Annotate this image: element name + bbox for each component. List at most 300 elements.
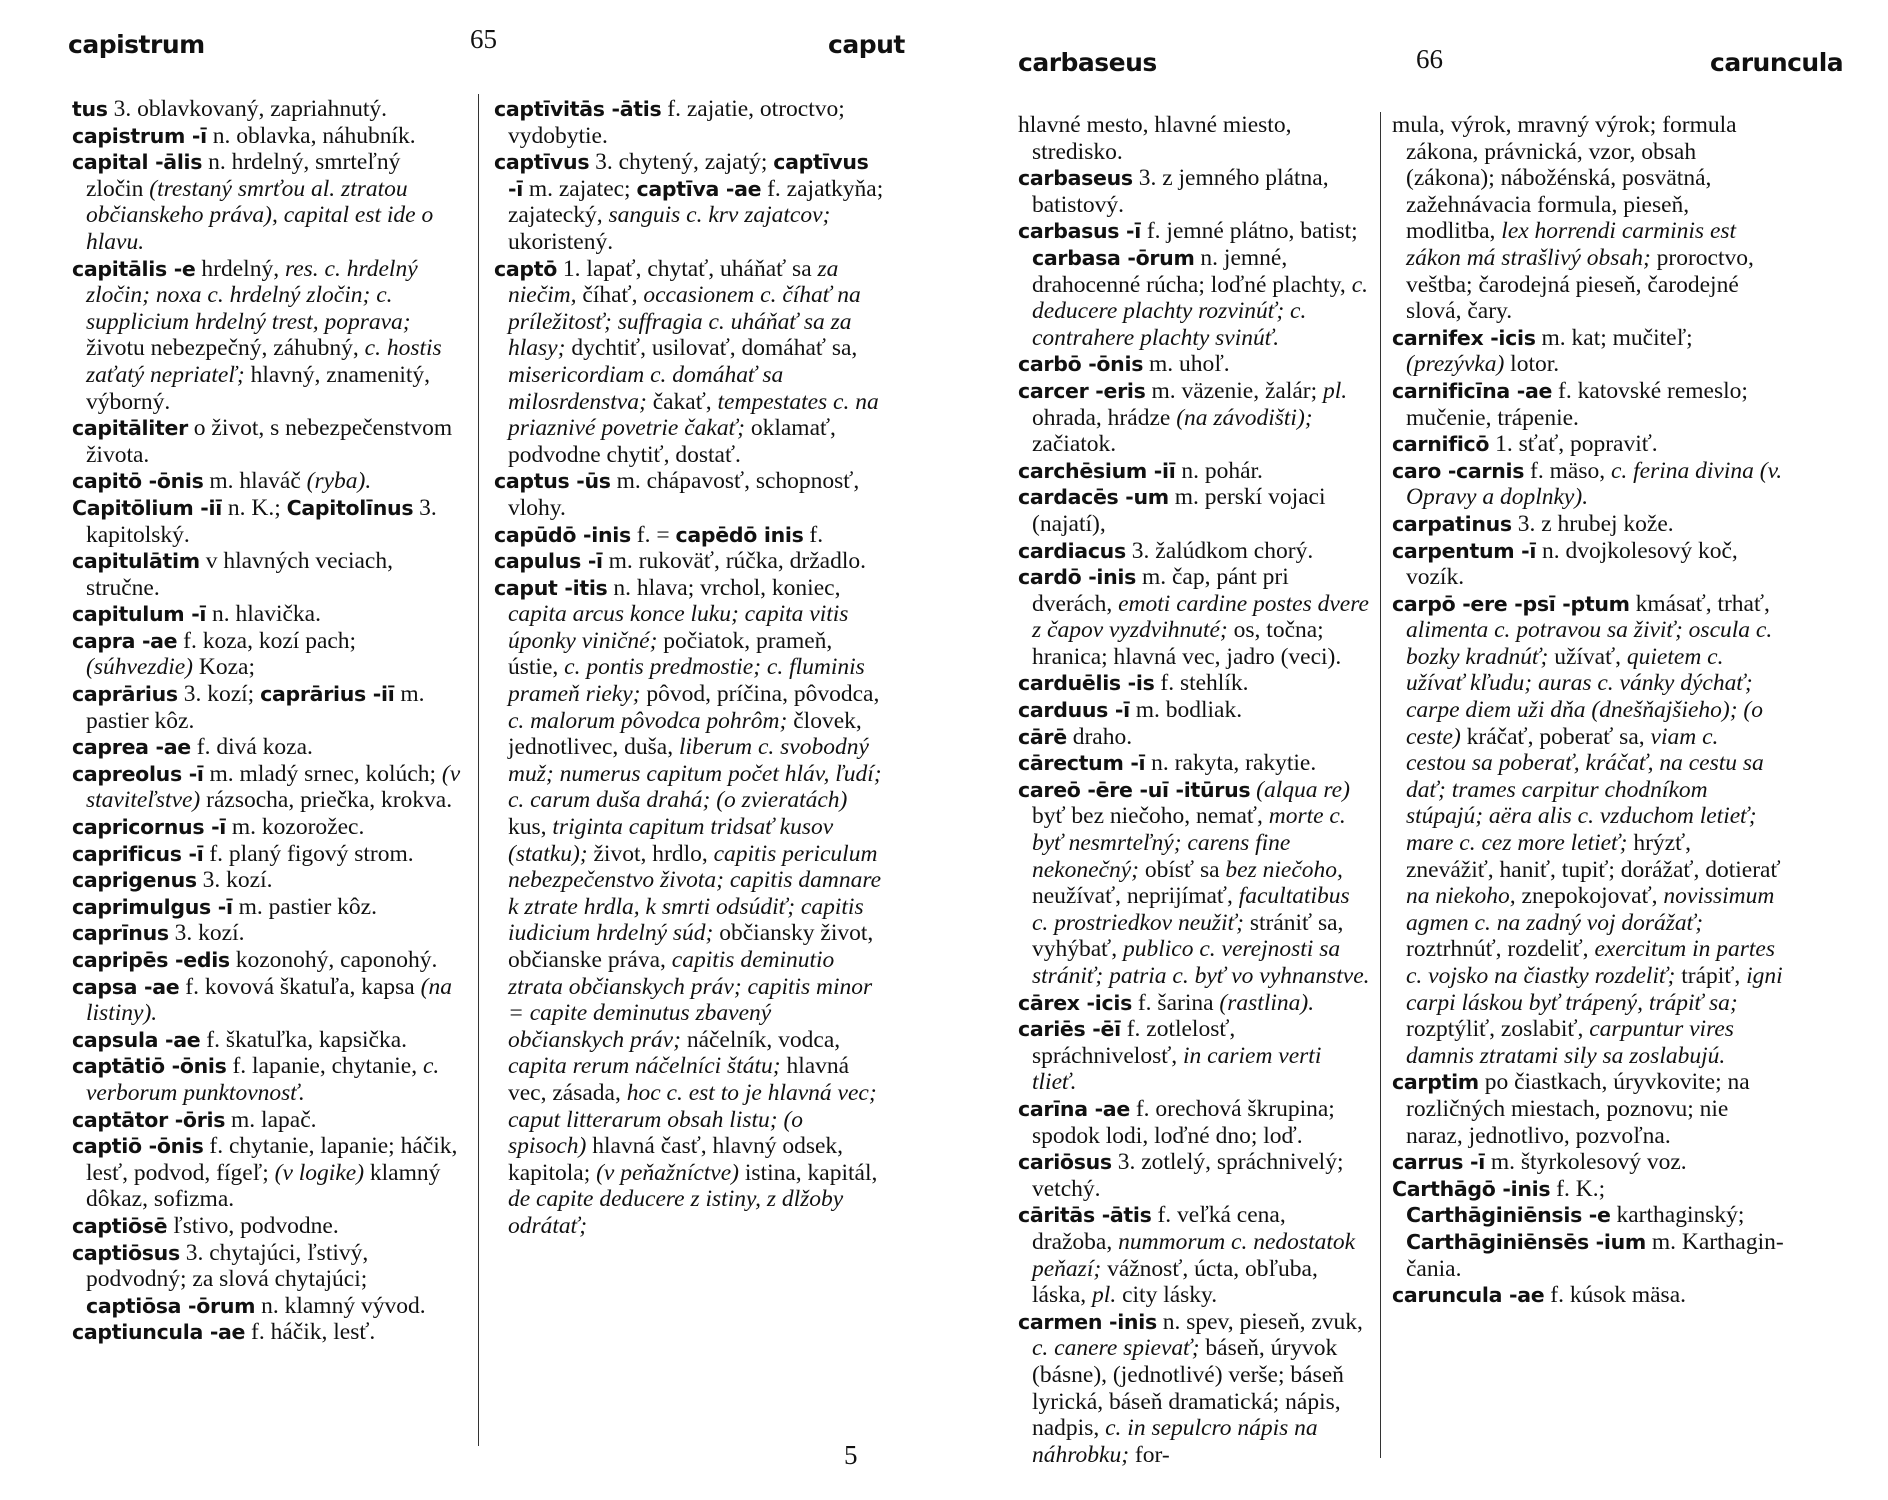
dictionary-entry (494, 96, 886, 149)
headword: carcer -eris (1018, 378, 1146, 403)
headword: captō (494, 256, 558, 281)
definition-text: lotor. (1504, 351, 1560, 378)
dictionary-entry (1018, 218, 1370, 351)
definition-text: trápiť, (1675, 963, 1747, 989)
headword: capitulātim (72, 549, 200, 574)
definition-text: mula, výrok, mravný výrok; formula zákona, právnická, vzor, obsah (zákona); nábožénská, posvätná, zažehnávacia formula, pieseň, modlitba, (1392, 112, 1737, 245)
dictionary-entry (72, 681, 462, 734)
dictionary-entry (72, 123, 462, 150)
dictionary-entry (72, 628, 462, 681)
definition-text: os, točna; hranica; hlavná vec, jadro (veci). (1032, 617, 1342, 670)
definition-text: život, hrdlo, (587, 840, 714, 867)
italic-gloss: lex horrendi carminis est zákon má strašlivý obsah; (1406, 218, 1737, 271)
definition-text: f. katovské remeslo; mučenie, trápenie. (1406, 377, 1748, 431)
dictionary-entry (1392, 112, 1784, 325)
headword: caro -carnis (1392, 458, 1525, 483)
definition-text: f. planý figový strom. (203, 840, 414, 867)
definition-text: f. kovová škatuľa, kapsa (179, 973, 421, 1000)
headword: cariēs -ēī (1018, 1017, 1121, 1042)
definition-text: obísť sa (1138, 856, 1226, 883)
headword: captīvus (494, 150, 590, 175)
dictionary-entry (1018, 1016, 1370, 1096)
definition-text: 1. sťať, popraviť. (1489, 431, 1658, 458)
italic-gloss: (v peňažníctve) (596, 1159, 739, 1186)
dictionary-entry (1018, 1309, 1370, 1469)
dictionary-entry (72, 548, 462, 601)
headword: captiōsa -ōrum (86, 1293, 256, 1318)
italic-gloss: igni carpi láskou byť trápený, trápiť sa; (1406, 963, 1783, 1016)
headword: caprārius (72, 682, 178, 707)
headword: carptim (1392, 1070, 1479, 1095)
definition-text: f. lapanie, chytanie, (226, 1053, 423, 1080)
definition-text: m. kozorožec. (226, 814, 365, 841)
dictionary-entry (1392, 1149, 1784, 1176)
italic-gloss: viam c. cestou sa poberať, kráčať, na cestu sa dať; trames carpitur chodníkom stúpajú; aëra alis c. vzduchom letieť; mare c. cez more letieť; (1406, 723, 1764, 857)
definition-text: 3. chytajúci, ľstivý, podvodný; za slová chytajúci; (86, 1239, 369, 1293)
headword: cardiacus (1018, 538, 1126, 563)
dictionary-entry (1018, 351, 1370, 378)
definition-text: počiatok, prameň, ústie, (508, 627, 833, 681)
definition-text: ukoristený. (508, 228, 614, 255)
definition-text: klamný dôkaz, sofizma. (86, 1159, 441, 1213)
italic-gloss: bez niečoho, (1225, 856, 1343, 883)
definition-text: strániť sa, vyhýbať, (1032, 909, 1344, 963)
definition-text: rozptýliť, zoslabiť, (1406, 1016, 1590, 1043)
italic-gloss: facultatibus c. prostriedkov neužiť; (1032, 883, 1350, 936)
headword: carīna -ae (1018, 1096, 1130, 1121)
definition-text: hrýzť, znevážiť, haniť, tupiť; dorážať, dotierať (1406, 830, 1781, 883)
italic-gloss: c. pontis predmostie; c. fluminis prameň rieky; (508, 654, 865, 708)
definition-text: občiansky život, občianske práva, (508, 920, 874, 973)
headword: carbaseus (1018, 166, 1133, 191)
definition-text: 3. žalúdkom chorý. (1125, 537, 1314, 564)
dictionary-entry (1018, 990, 1370, 1017)
column-rule (478, 94, 479, 1446)
definition-text: 3. kapitolský. (86, 494, 437, 548)
dictionary-entry (1392, 538, 1784, 591)
dictionary-entry (1392, 1069, 1784, 1149)
dictionary-entry (1392, 431, 1784, 458)
italic-gloss: tempestates c. na priaznivé povetrie čakať; (508, 388, 879, 442)
italic-gloss: misericordiam c. domáhať sa milosrdenstva; (508, 361, 784, 415)
dictionary-entry (72, 814, 462, 841)
dictionary-entry (72, 1213, 462, 1240)
dictionary-entry (72, 96, 462, 123)
headword: carpentum -ī (1392, 538, 1537, 563)
headword: carduēlis -is (1018, 671, 1155, 696)
running-head-last-word: caruncula (1710, 48, 1844, 77)
headword: carnificīna -ae (1392, 378, 1553, 403)
dictionary-entry (72, 920, 462, 947)
definition-text: m. Karthagin-čania. (1406, 1228, 1784, 1282)
definition-text: 3. chytený, zajatý; (589, 149, 774, 176)
italic-gloss: c. hostis zaťatý nepriateľ; (86, 335, 442, 388)
definition-text: f. háčik, lesť. (245, 1319, 376, 1346)
dictionary-entry (72, 256, 462, 416)
definition-text: 3. z hrubej kože. (1511, 510, 1674, 537)
italic-gloss: nummorum c. nedostatok peňazí; (1032, 1228, 1356, 1282)
dictionary-entry (1018, 112, 1370, 165)
italic-gloss: (alqua re) (1256, 776, 1350, 803)
italic-gloss: de capite deducere z istiny, z dlžoby odrátať; (508, 1186, 844, 1239)
dictionary-entry (1392, 511, 1784, 538)
headword: caprificus -ī (72, 841, 204, 866)
headword: caruncula -ae (1392, 1283, 1545, 1308)
definition-text: f. veľká cena, dražoba, (1032, 1202, 1286, 1255)
headword: Carthāginiēnsis -e (1406, 1203, 1611, 1228)
headword: capulus -ī (494, 549, 603, 574)
headword: capistrum -ī (72, 123, 207, 148)
definition-text: oklamať, podvodne chytiť, dostať. (508, 415, 836, 468)
dictionary-entry (1018, 1202, 1370, 1308)
definition-text: m. hlaváč (203, 468, 307, 495)
definition-text: n. klamný vývod. (255, 1292, 426, 1319)
definition-text: f. chytanie, lapanie; háčik, lesť, podvod, fígeľ; (86, 1133, 458, 1186)
definition-text: karthaginský; (1610, 1202, 1745, 1229)
definition-text: začiatok. (1032, 431, 1117, 458)
definition-text: f. = (630, 521, 676, 548)
italic-gloss: res. c. hrdelný zločin; noxa c. hrdelný zločin; c. supplicium hrdelný trest, poprava; (86, 255, 418, 335)
headword: Capitolīnus (286, 495, 414, 520)
headword: Carthāginiēnsēs -ium (1406, 1229, 1646, 1254)
dictionary-entry (1018, 458, 1370, 485)
definition-text: f. (803, 521, 824, 548)
definition-text: hlavná časť, hlavný odsek, kapitola; (508, 1133, 844, 1186)
definition-text: f. šarina (1131, 989, 1220, 1016)
headword: carbasus -ī (1018, 219, 1141, 244)
dictionary-entry (72, 468, 462, 495)
definition-text: po čiastkach, úryvkovite; na rozličných miestach, poznovu; nie naraz, jednotlivo, pozvoľna. (1406, 1069, 1750, 1149)
headword: carnifex -icis (1392, 325, 1536, 350)
italic-gloss: capitis periculum nebezpečenstvo života; capitis damnare k ztrate hrdla, k smrti odsúdiť; capitis iudicium hrdelný súd; (508, 840, 882, 947)
dictionary-entry (494, 468, 886, 521)
dictionary-entry (72, 1319, 462, 1346)
italic-gloss: liberum c. svobodný muž; numerus capitum počet hláv, ľudí; c. carum duša drahá; (o zvieratách) (508, 734, 882, 814)
definition-text: f. divá koza. (190, 734, 313, 761)
headword: capitō -ōnis (72, 469, 204, 494)
definition-text: m. rukoväť, rúčka, držadlo. (602, 548, 866, 575)
headword: cārectum -ī (1018, 751, 1146, 776)
italic-gloss: hoc c. est to je hlavná vec; caput litterarum obsah listu; (o spisoch) (508, 1079, 877, 1160)
headword: carduus -ī (1018, 698, 1130, 723)
dictionary-entry (72, 149, 462, 255)
italic-gloss: capita arcus konce luku; capita vitis úponky viničné; (508, 601, 849, 654)
definition-text: pôvod, príčina, pôvodca, (640, 681, 880, 708)
italic-gloss: occasionem c. číhať na príležitosť; suffragia c. uháňať sa za hlasy; (508, 282, 861, 362)
dictionary-entry (72, 894, 462, 921)
headword: capsa -ae (72, 974, 180, 999)
italic-gloss: (na listiny). (86, 973, 452, 1027)
headword: captiuncula -ae (72, 1320, 246, 1345)
italic-gloss: c. ferina divina (v. Opravy a doplnky). (1406, 457, 1783, 511)
headword: capital -ālis (72, 150, 203, 175)
right-page-column-2 (1392, 112, 1784, 1309)
definition-text: f. stehlík. (1154, 670, 1249, 697)
dictionary-entry (1018, 165, 1370, 218)
definition-text: vážnosť, úcta, obľuba, láska, (1032, 1255, 1318, 1309)
dictionary-entry (494, 548, 886, 575)
definition-text: m. perskí vojaci (najatí), (1032, 484, 1326, 537)
right-page (944, 0, 1888, 1500)
definition-text: 1. lapať, chytať, uháňať sa (557, 255, 818, 282)
definition-text: 3. kozí. (168, 920, 245, 947)
page-number: 66 (1416, 44, 1443, 74)
definition-text: f. kúsok mäsa. (1544, 1282, 1687, 1309)
headword: cāritās -ātis (1018, 1203, 1152, 1228)
headword: cardacēs -um (1018, 485, 1169, 510)
headword: carchēsium -iī (1018, 458, 1176, 483)
definition-text: m. chápavosť, schopnosť, vlohy. (508, 468, 860, 521)
headword: careō -ēre -uī -itūrus (1018, 777, 1251, 802)
headword: caprimulgus -ī (72, 894, 233, 919)
definition-text: kráčať, poberať sa, (1460, 723, 1651, 750)
headword: caput -itis (494, 575, 608, 600)
definition-text: rázsocha, priečka, krokva. (200, 787, 453, 814)
dictionary-entry (72, 495, 462, 548)
definition-text: náčelník, vodca, (680, 1026, 841, 1053)
headword: Carthāgō -inis (1392, 1176, 1551, 1201)
headword: capra -ae (72, 628, 178, 653)
definition-text: draho. (1066, 723, 1133, 750)
dictionary-entry (1018, 697, 1370, 724)
dictionary-entry (1392, 458, 1784, 511)
definition-text: f. koza, kozí pach; (177, 627, 357, 654)
italic-gloss: (trestaný smrťou al. ztratou občianskeho práva), capital est ide o hlavu. (86, 175, 434, 255)
definition-text: Koza; (193, 654, 256, 681)
definition-text: f. orechová škrupina; spodok lodi, loďné dno; loď. (1032, 1095, 1335, 1149)
headword: capricornus -ī (72, 815, 227, 840)
definition-text: kozonohý, caponohý. (229, 947, 438, 973)
definition-text: ohrada, hrádze (1032, 404, 1177, 431)
italic-gloss: (v logike) (274, 1159, 365, 1186)
headword: cārē (1018, 724, 1067, 749)
running-head-first-word: capistrum (68, 30, 205, 59)
definition-text: m. mladý srnec, kolúch; (203, 760, 442, 787)
headword: carpō -ere -psī -ptum (1392, 591, 1630, 616)
definition-text: f. zajatie, otroctvo; vydobytie. (508, 96, 845, 149)
headword: capēdō inis (675, 522, 804, 547)
italic-gloss: morte c. byť nesmrteľný; carens fine nekonečný; (1032, 803, 1346, 883)
dictionary-entry (1018, 724, 1370, 751)
definition-text: n. hrdelný, smrteľný zločin (86, 149, 401, 202)
dictionary-entry (1392, 325, 1784, 378)
headword: capitāliter (72, 416, 188, 441)
headword: carpatinus (1392, 511, 1512, 536)
headword: captiō -ōnis (72, 1134, 204, 1159)
headword: caprea -ae (72, 735, 191, 760)
dictionary-entry (1018, 378, 1370, 458)
definition-text: f. škatuľka, kapsička. (200, 1026, 408, 1053)
italic-gloss: na niekoho, (1406, 883, 1516, 910)
italic-gloss: (rastlina). (1219, 989, 1315, 1016)
italic-gloss: pl. (1323, 377, 1348, 404)
dictionary-entry (1018, 538, 1370, 565)
definition-text: proroctvo, veštba; čarodejná pieseň, čarodejné slová, čary. (1406, 244, 1754, 325)
definition-text: 3. kozí. (196, 867, 273, 894)
italic-gloss: novissimum agmen c. na zadný voj dorážať; (1406, 883, 1775, 936)
definition-text: 3. z jemného plátna, batistový. (1032, 165, 1329, 218)
dictionary-entry (72, 1107, 462, 1134)
definition-text: n. dvojkolesový koč, vozík. (1406, 537, 1738, 591)
italic-gloss: c. verborum punktovnosť. (86, 1053, 440, 1106)
headword: Capitōlium -iī (72, 495, 222, 520)
definition-text: báseň, úryvok (básne), (jednotlivé) verše; báseň lyrická, báseň dramatická; nápis, nadpis, (1032, 1335, 1344, 1442)
headword: capitālis -e (72, 256, 196, 281)
definition-text: hlavný, znamenitý, výborný. (86, 361, 431, 415)
dictionary-entry (1392, 1282, 1784, 1309)
page-number: 65 (470, 24, 497, 54)
dictionary-entry (1018, 484, 1370, 537)
definition-text: f. K.; (1550, 1175, 1606, 1202)
definition-text: m. uhoľ. (1143, 351, 1230, 378)
definition-text: hrdelný, (195, 255, 285, 282)
headword: captīvus -ī (508, 150, 869, 201)
headword: capitulum -ī (72, 602, 207, 627)
headword: capreolus -ī (72, 761, 204, 786)
left-page-column-1 (72, 96, 462, 1346)
headword: cārex -icis (1018, 990, 1132, 1015)
dictionary-entry (1018, 670, 1370, 697)
italic-gloss: pl. (1092, 1282, 1117, 1309)
dictionary-entry (72, 1133, 462, 1213)
definition-text: v hlavných veciach, stručne. (86, 548, 393, 601)
dictionary-entry (1018, 1096, 1370, 1149)
definition-text: životu nebezpečný, záhubný, (86, 335, 365, 362)
definition-text: n. hlavička. (206, 601, 321, 628)
italic-gloss: emoti cardine postes dvere z čapov vyzdvihnuté; (1032, 590, 1369, 644)
definition-text: 3. oblavkovaný, zapriahnutý. (107, 96, 388, 122)
dictionary-entry (1392, 1176, 1784, 1282)
italic-gloss: za niečim, (508, 255, 839, 309)
definition-text: m. bodliak. (1129, 697, 1243, 724)
headword: carrus -ī (1392, 1150, 1485, 1175)
definition-text: m. zajatec; (522, 175, 637, 202)
headword: captīvitās -ātis (494, 97, 662, 121)
headword: cariōsus (1018, 1150, 1112, 1175)
definition-text: for- (1129, 1441, 1170, 1468)
italic-gloss: alimenta c. potravou sa živiť; oscula c. bozky kradnúť; (1406, 617, 1773, 670)
dictionary-entry (72, 947, 462, 974)
definition-text: istina, kapitál, (739, 1159, 878, 1186)
definition-text: dychtiť, usilovať, domáhať sa, (565, 335, 858, 362)
headword: carmen -inis (1018, 1309, 1157, 1334)
dictionary-entry (72, 601, 462, 628)
dictionary-entry (72, 867, 462, 894)
definition-text: človek, jednotlivec, duša, (508, 707, 862, 761)
italic-gloss: sanguis c. krv zajatcov; (608, 202, 831, 229)
italic-gloss: quietem c. užívať kľudu; auras c. vánky dýchať; carpe diem uži dňa (dnešňajšieho); (o ceste) (1406, 643, 1763, 750)
definition-text: číhať, (576, 282, 644, 309)
definition-text: kmásať, trhať, (1629, 590, 1770, 617)
definition-text: m. štyrkolesový voz. (1484, 1149, 1687, 1176)
italic-gloss: (v staviteľstve) (86, 760, 461, 814)
left-page-column-2 (494, 96, 886, 1240)
dictionary-entry (72, 1027, 462, 1054)
dictionary-entry (494, 256, 886, 469)
dictionary-entry (1018, 1149, 1370, 1202)
definition-text: n. K.; (221, 494, 287, 521)
headword: capripēs -edis (72, 948, 230, 972)
italic-gloss: (prezývka) (1406, 351, 1505, 378)
headword: capūdō -inis (494, 522, 631, 547)
dictionary-entry (72, 1053, 462, 1106)
italic-gloss: publico c. verejnosti sa strániť; patria c. byť vo vyhnanstve. (1032, 936, 1370, 989)
definition-text: ľstivo, podvodne. (167, 1212, 339, 1239)
headword: carnificō (1392, 432, 1490, 457)
definition-text: f. zajatkyňa; zajatecký, (508, 175, 884, 229)
definition-text: 3. zotlelý, spráchnivelý; vetchý. (1032, 1149, 1344, 1202)
italic-gloss: exercitum in partes c. vojsko na čiastky rozdeliť; (1406, 936, 1775, 989)
italic-gloss: carpuntur vires damnis ztratami sily sa zoslabujú. (1406, 1016, 1734, 1069)
headword: captātor -ōris (72, 1107, 226, 1132)
definition-text: city lásky. (1116, 1282, 1218, 1309)
dictionary-entry (72, 974, 462, 1027)
running-head-last-word: caput (828, 30, 905, 59)
definition-text: čakať, (646, 388, 718, 415)
definition-text: byť bez niečoho, nemať, (1032, 803, 1269, 830)
dictionary-entry (1018, 777, 1370, 990)
definition-text: užívať, (1548, 643, 1627, 670)
definition-text: f. mäso, (1524, 457, 1611, 484)
italic-gloss: c. canere spievať; (1032, 1335, 1200, 1362)
definition-text: 3. kozí; (177, 681, 261, 708)
definition-text: n. rakyta, rakytie. (1145, 750, 1317, 777)
headword: carbasa -ōrum (1032, 245, 1195, 270)
dictionary-entry (494, 575, 886, 1240)
definition-text: f. zotlelosť, spráchnivelosť, (1032, 1016, 1236, 1069)
italic-gloss: c. deducere plachty rozvinúť; c. contrahere plachty svinúť. (1032, 271, 1368, 351)
dictionary-entry (72, 734, 462, 761)
definition-text: n. spev, pieseň, zvuk, (1156, 1308, 1363, 1335)
definition-text: n. jemné, drahocenné rúcha; loďné plachty, (1032, 244, 1352, 298)
italic-gloss: (ryba). (306, 468, 372, 495)
footer-number: 5 (844, 1440, 858, 1470)
definition-text: n. hlava; vrchol, koniec, (607, 574, 841, 601)
headword: caprārius -iī (260, 682, 395, 707)
definition-text: znepokojovať, (1515, 883, 1664, 910)
dictionary-entry (72, 841, 462, 868)
definition-text: m. čap, pánt pri dverách, (1032, 564, 1289, 617)
italic-gloss: triginta capitum tridsať kusov (statku); (508, 814, 834, 867)
column-rule (1380, 112, 1381, 1458)
headword: cardō -inis (1018, 565, 1137, 590)
definition-text: kus, (508, 814, 553, 841)
headword: capsula -ae (72, 1027, 201, 1052)
headword: captīva -ae (636, 176, 762, 201)
headword: captiōsē (72, 1213, 168, 1238)
definition-text: n. pohár. (1175, 457, 1263, 484)
definition-text: m. pastier kôz. (86, 681, 425, 734)
running-head-first-word: carbaseus (1018, 48, 1157, 77)
definition-text: neužívať, neprijímať, (1032, 883, 1239, 910)
definition-text: m. väzenie, žalár; (1145, 377, 1324, 404)
definition-text: m. kat; mučiteľ; (1535, 324, 1693, 351)
headword: captiōsus (72, 1240, 180, 1265)
dictionary-entry (1018, 750, 1370, 777)
definition-text: hlavné mesto, hlavné miesto, stredisko. (1018, 112, 1292, 165)
italic-gloss: (na závodišti); (1176, 404, 1313, 431)
dictionary-entry (494, 522, 886, 549)
italic-gloss: c. in sepulcro nápis na náhrobku; (1032, 1415, 1318, 1468)
headword: caprīnus (72, 921, 169, 946)
italic-gloss: in cariem verti tlieť. (1032, 1042, 1322, 1096)
headword: carbō -ōnis (1018, 352, 1144, 377)
dictionary-entry (1392, 378, 1784, 431)
headword: captātiō -ōnis (72, 1054, 227, 1079)
headword: caprigenus (72, 868, 197, 893)
italic-gloss: c. malorum pôvodca pohrôm; (508, 707, 788, 734)
dictionary-entry (1392, 591, 1784, 1070)
